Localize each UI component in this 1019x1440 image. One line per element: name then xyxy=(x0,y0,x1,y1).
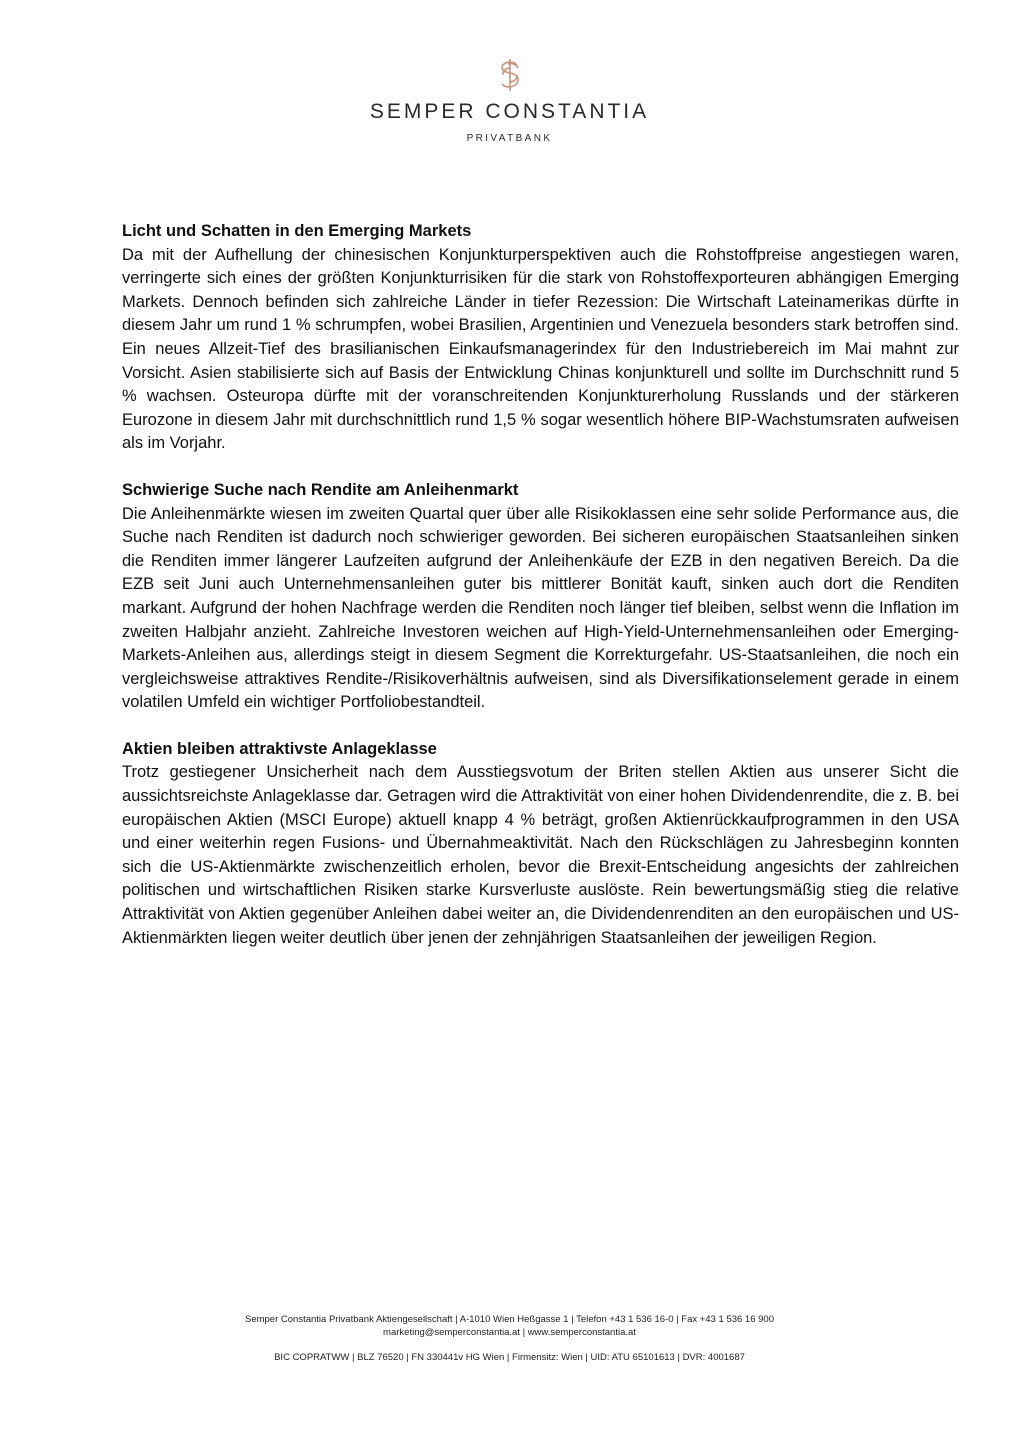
footer-contact-line: marketing@semperconstantia.at | www.semperconstantia.at xyxy=(383,1326,636,1338)
page-footer xyxy=(0,1314,1019,1365)
brand-subtitle: PRIVATBANK xyxy=(466,133,553,144)
section-paragraph: Da mit der Aufhellung der chinesischen Konjunkturperspektiven auch die Rohstoffpreise angestiegen waren, verringerte sich eines der größten Konjunkturrisiken für die stark von Rohstoffexporteuren abhängigen Emerging Markets. Dennoch befinden sich zahlreiche Länder in tiefer Rezession: Die Wirtschaft Lateinamerikas dürfte in diesem Jahr um rund 1 % schrumpfen, wobei Brasilien, Argentinien und Venezuela besonders stark betroffen sind. Ein neues Allzeit-Tief des brasilianischen Einkaufsmanagerindex für den Industriebereich im Mai mahnt zur Vorsicht. Asien stabilisierte sich auf Basis der Entwicklung Chinas konjunkturell und sollte im Durchschnitt rund 5 % wachsen. Osteuropa dürfte mit der voranschreitenden Konjunkturerholung Russlands und der stärkeren Eurozone in diesem Jahr mit durchschnittlich rund 1,5 % sogar wesentlich höhere BIP-Wachstumsraten aufweisen als im Vorjahr. xyxy=(122,245,959,453)
section-heading: Aktien bleiben attraktivste Anlageklasse xyxy=(122,739,437,758)
document-body xyxy=(122,220,959,973)
section-paragraph: Trotz gestiegener Unsicherheit nach dem Ausstiegsvotum der Briten stellen Aktien aus unserer Sicht die aussichtsreichste Anlageklasse dar. Getragen wird die Attraktivität von einer hohen Dividendenrendite, die z. B. bei europäischen Aktien (MSCI Europe) aktuell knapp 4 % beträgt, großen Aktienrückkaufprogrammen in den USA und einer weiterhin regen Fusions- und Übernahmeaktivität. Nach den Rückschlägen zu Jahresbeginn konnten sich die US-Aktienmärkte zwischenzeitlich erholen, bevor die Brexit-Entscheidung angesichts der zahlreichen politischen und wirtschaftlichen Risiken starke Kursverluste auslöste. Rein bewertungsmäßig stieg die relative Attraktivität von Aktien gegenüber Anleihen dabei weiter an, die Dividendenrenditen an den europäischen und US-Aktienmärkten liegen weiter deutlich über jenen der zehnjährigen Staatsanleihen der jeweiligen Region. xyxy=(122,763,959,947)
section-heading: Licht und Schatten in den Emerging Markets xyxy=(122,222,472,240)
brand-name: SEMPER CONSTANTIA xyxy=(369,100,650,123)
footer-bank-details: BIC COPRATWW | BLZ 76520 | FN 330441v HG Wien | Firmensitz: Wien | UID: ATU 65101613 | DVR: 4001687 xyxy=(274,1352,745,1363)
section-anleihenmarkt xyxy=(122,479,959,715)
section-paragraph: Die Anleihenmärkte wiesen im zweiten Quartal quer über alle Risikoklassen eine sehr solide Performance aus, die Suche nach Renditen ist dadurch noch schwieriger geworden. Bei sicheren europäischen Staatsanleihen sinken die Renditen immer längerer Laufzeiten aufgrund der Anleihenkäufe der EZB in den negativen Bereich. Da die EZB seit Juni auch Unternehmensanleihen guter bis mittlerer Bonität kauft, sinken auch dort die Renditen markant. Aufgrund der hohen Nachfrage werden die Renditen noch länger tief bleiben, selbst wenn die Inflation im zweiten Halbjahr anzieht. Zahlreiche Investoren weichen auf High-Yield-Unternehmensanleihen oder Emerging-Markets-Anleihen aus, allerdings steigt in diesem Segment die Korrekturgefahr. US-Staatsanleihen, die noch ein vergleichsweise attraktives Rendite-/Risikoverhältnis aufweisen, sind als Diversifikationselement gerade in einem volatilen Umfeld ein wichtiger Portfoliobestandteil. xyxy=(122,504,959,712)
section-heading: Schwierige Suche nach Rendite am Anleihenmarkt xyxy=(122,480,519,499)
semper-constantia-monogram-icon xyxy=(495,58,525,92)
page-header xyxy=(0,58,1019,144)
footer-address-line: Semper Constantia Privatbank Aktiengesellschaft | A-1010 Wien Heßgasse 1 | Telefon +43 1 536 16-0 | Fax +43 1 536 16 900 xyxy=(244,1314,774,1325)
section-emerging-markets xyxy=(122,220,959,456)
section-aktien xyxy=(122,738,959,950)
